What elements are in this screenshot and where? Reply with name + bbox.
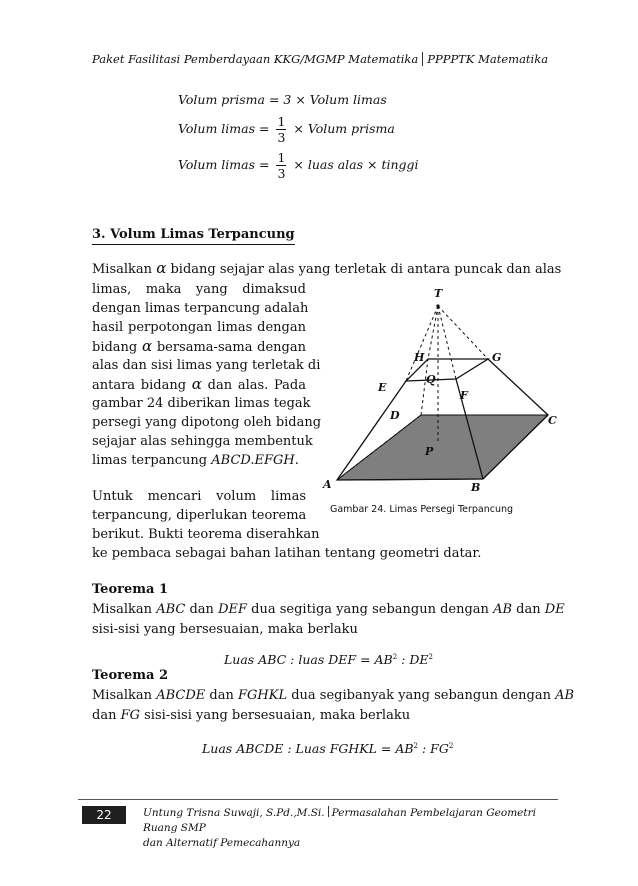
label-T: T [434, 287, 443, 300]
title-underline [92, 244, 295, 245]
theorem-2-title: Teorema 2 [92, 668, 168, 683]
theorem-1-title: Teorema 1 [92, 582, 168, 597]
para2-line-4: ke pembaca sebagai bahan latihan tentang geometri datar. [92, 546, 482, 561]
intro-line-8: gambar 24 diberikan limas tegak [92, 396, 311, 411]
formula-volum-limas-prisma [178, 114, 395, 145]
intro-line-6: alas dan sisi limas yang terletak di [92, 358, 321, 373]
theorem-1-equation: Luas ABC : luas DEF = $AB^2$ : $DE^2$ [224, 652, 433, 667]
header-divider [422, 52, 423, 66]
formula-1-text: Volum prisma = 3 × Volum limas [178, 92, 387, 107]
theorem-1-line-1: Misalkan ABC dan DEF dua segitiga yang sebangun dengan AB dan DE [92, 602, 565, 617]
header-right: PPPPTK Matematika [427, 52, 549, 66]
alpha-symbol: α [156, 259, 167, 277]
alpha-symbol: α [191, 375, 202, 393]
intro-line-9: persegi yang dipotong oleh bidang [92, 415, 322, 430]
edge-dh-hidden [421, 359, 428, 415]
apex-point [436, 304, 439, 307]
intro-line-1: Misalkan α bidang sejajar alas yang terletak di antara puncak dan alas [92, 259, 562, 277]
label-Q: Q [426, 373, 436, 386]
footer-text [143, 806, 543, 851]
fraction-one-third: $\frac{1}{3}$ [277, 150, 286, 181]
theorem-2-equation: Luas ABCDE : Luas FGHKL = $AB^2$ : $FG^2$ [202, 741, 454, 756]
label-B: B [471, 481, 481, 494]
label-H: H [414, 351, 425, 364]
para2-line-3: berikut. Bukti teorema diserahkan [92, 527, 320, 542]
footer-title-2: dan Alternatif Pemecahannya [143, 837, 301, 849]
intro-line-11: limas terpancung ABCD.EFGH. [92, 453, 299, 468]
edge-cg [488, 359, 548, 415]
section-title: 3. Volum Limas Terpancung [92, 227, 295, 242]
apex-edge-te [406, 306, 438, 381]
footer-divider [328, 806, 329, 817]
label-A: A [323, 478, 332, 491]
footer-author: Untung Trisna Suwaji, S.Pd.,M.Si. [143, 807, 325, 819]
figure-caption: Gambar 24. Limas Persegi Terpancung [330, 504, 514, 515]
theorem-2-line-1: Misalkan ABCDE dan FGHKL dua segibanyak yang sebangun dengan AB [92, 688, 575, 703]
label-P: P [425, 445, 434, 458]
theorem-1-line-2: sisi-sisi yang bersesuaian, maka berlaku [92, 622, 358, 637]
solid-name: ABCD.EFGH [211, 453, 295, 468]
intro-line-10: sejajar alas sehingga membentuk [92, 434, 313, 449]
formula-volum-limas-alas [178, 150, 419, 181]
para2-line-2: terpancung, diperlukan teorema [92, 508, 307, 523]
intro-line-7: antara bidang α dan alas. Pada [92, 375, 306, 393]
intro-line-2: limas, maka yang dimaksud [92, 282, 306, 297]
label-G: G [492, 351, 502, 364]
label-D: D [390, 409, 400, 422]
label-F: F [460, 389, 468, 402]
frustum-figure [318, 282, 572, 496]
footer-rule [78, 799, 558, 800]
page-number: 22 [82, 806, 126, 824]
header-left: Paket Fasilitasi Pemberdayaan KKG/MGMP Matematika [92, 52, 419, 66]
formula-3-left: Volum limas = [178, 157, 270, 172]
intro-line-5: bidang α bersama-sama dengan [92, 337, 306, 355]
formula-2-right: × Volum prisma [293, 121, 395, 136]
formula-2-left: Volum limas = [178, 121, 270, 136]
alpha-symbol: α [141, 337, 153, 355]
label-E: E [378, 381, 387, 394]
apex-edge-tg [438, 306, 488, 359]
para2-line-1: Untuk mencari volum limas [92, 489, 306, 504]
formula-volum-prisma [178, 92, 387, 107]
apex-edge-th [428, 306, 438, 359]
theorem-2-line-2: dan FG sisi-sisi yang bersesuaian, maka berlaku [92, 708, 411, 723]
label-C: C [548, 414, 557, 427]
base-square-abcd [337, 415, 548, 480]
footer-title-1: Permasalahan Pembelajaran Geometri Ruang SMP [143, 807, 536, 834]
formula-3-right: × luas alas × tinggi [293, 157, 419, 172]
intro-line-4: hasil perpotongan limas dengan [92, 320, 306, 335]
fraction-one-third: $\frac{1}{3}$ [277, 114, 286, 145]
intro-line-3: dengan limas terpancung adalah [92, 301, 309, 316]
apex-edge-tf [438, 306, 456, 379]
running-header [92, 52, 548, 66]
